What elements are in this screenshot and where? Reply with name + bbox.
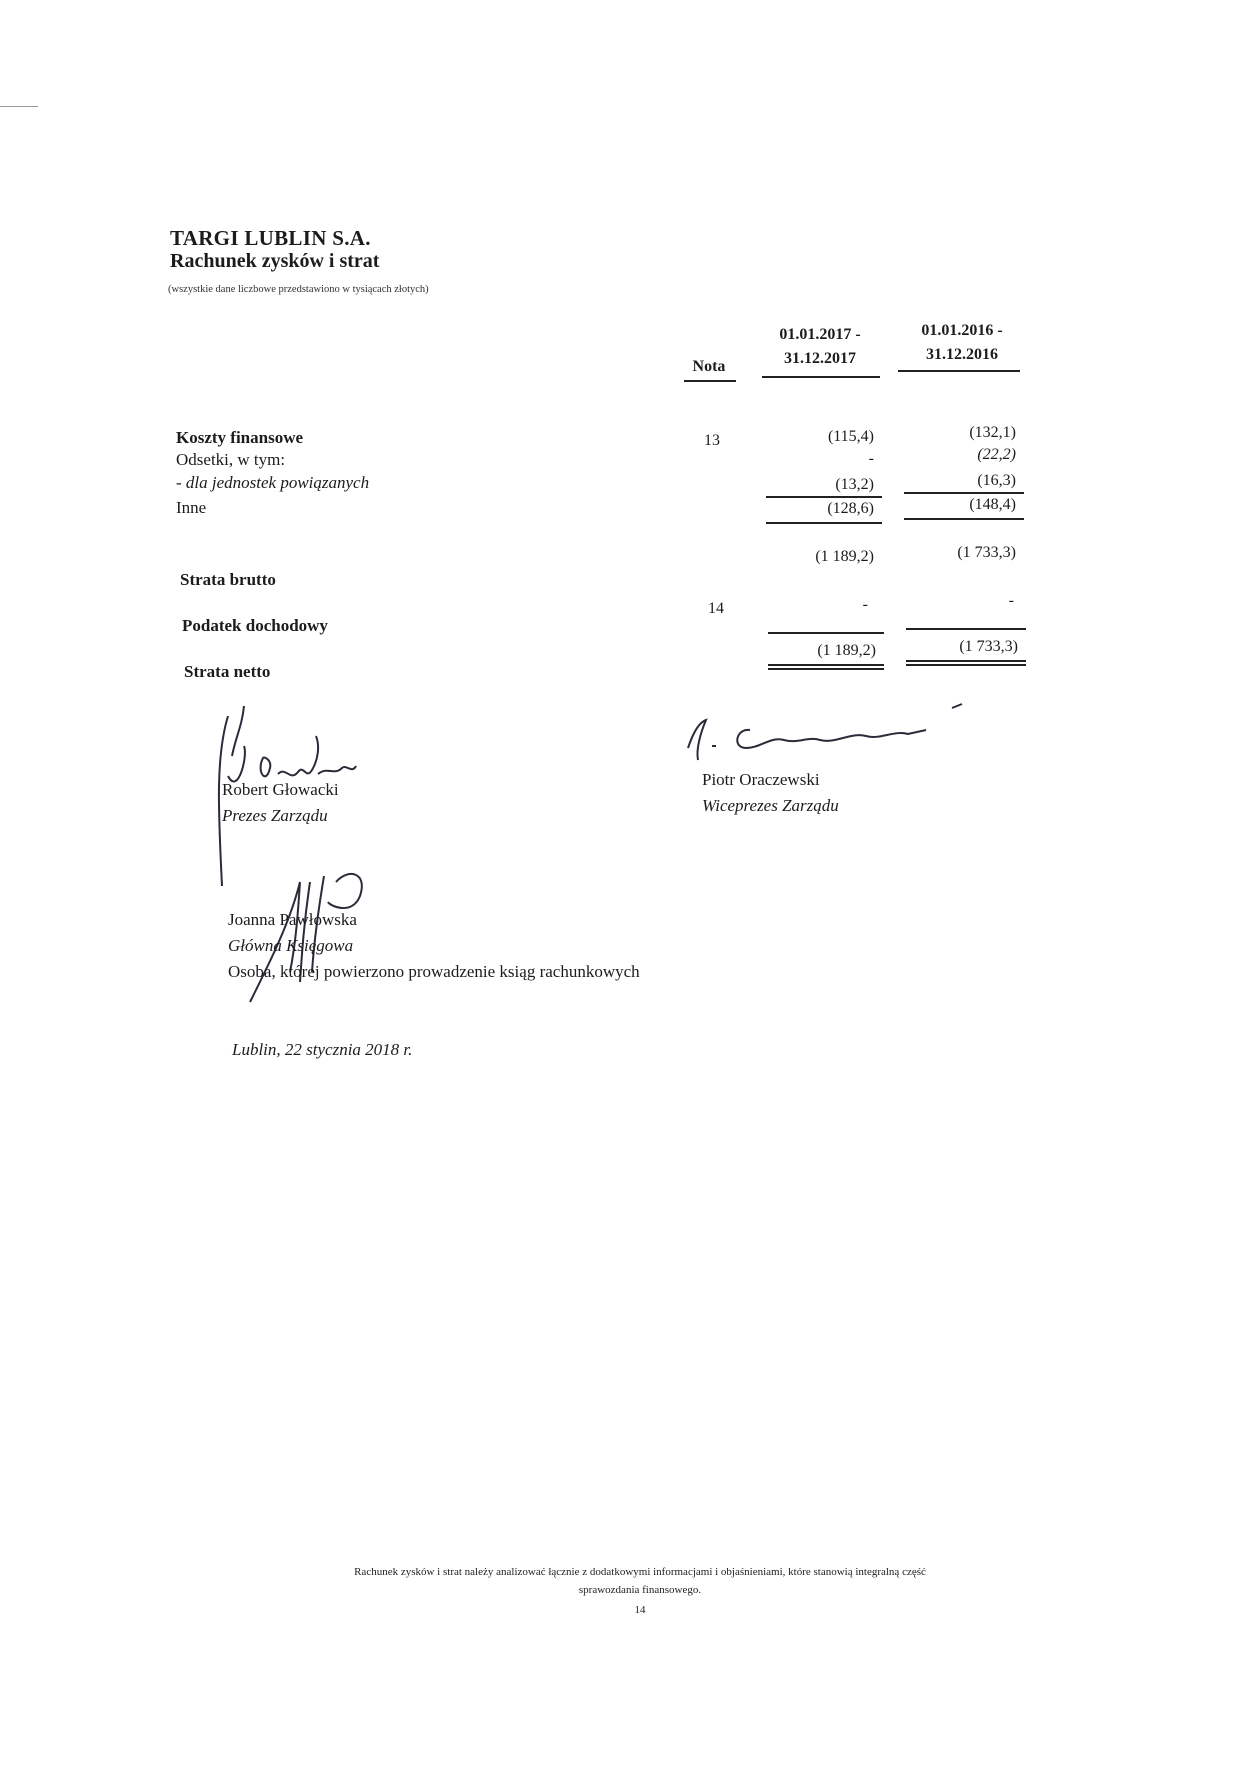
row-label-podatek-dochodowy: Podatek dochodowy — [182, 616, 328, 635]
row-value-2017-jednostki-powiazane: (13,2) — [835, 476, 874, 493]
nota-header-rule — [684, 380, 736, 382]
signatory-name-pawlowska: Joanna Pawłowska — [228, 910, 357, 929]
subtotal-rule-2017 — [766, 496, 882, 498]
subtotal-rule-2016 — [904, 492, 1024, 494]
footer-note-line1: Rachunek zysków i strat należy analizować łącznie z dodatkowymi informacjami i objaśnieniami, które stanowią integralną część — [354, 1566, 926, 1578]
total-rule-2017 — [766, 522, 882, 524]
row-label-odsetki: Odsetki, w tym: — [176, 450, 286, 469]
row-value-2016-strata-brutto: (1 733,3) — [957, 544, 1016, 561]
column-header-2016-end: 31.12.2016 — [926, 346, 998, 363]
row-note-podatek-dochodowy: 14 — [708, 600, 724, 617]
row-label-inne: Inne — [176, 498, 207, 517]
footer-note-line2: sprawozdania finansowego. — [578, 1584, 702, 1596]
row-value-2017-koszty-finansowe: (115,4) — [827, 428, 874, 445]
pre-net-rule-2016 — [906, 628, 1026, 630]
row-note-koszty-finansowe: 13 — [704, 432, 720, 449]
place-and-date: Lublin, 22 stycznia 2018 r. — [232, 1040, 413, 1059]
column-2017-header-rule — [762, 376, 880, 378]
signatory-role-glowacki: Prezes Zarządu — [222, 806, 328, 825]
row-label-strata-brutto: Strata brutto — [180, 570, 276, 589]
column-header-nota: Nota — [692, 358, 726, 375]
statement-title: Rachunek zysków i strat — [170, 250, 380, 272]
column-header-2017-start: 01.01.2017 - — [779, 326, 861, 343]
row-value-2017-strata-netto: (1 189,2) — [817, 642, 876, 659]
column-header-2017-end: 31.12.2017 — [784, 350, 856, 367]
row-value-2016-koszty-finansowe: (132,1) — [969, 424, 1016, 441]
net-double-rule-2016-a — [906, 660, 1026, 662]
page-number: 14 — [634, 1604, 646, 1616]
column-header-2016-start: 01.01.2016 - — [921, 322, 1003, 339]
row-value-2016-inne: (148,4) — [969, 496, 1016, 513]
company-name: TARGI LUBLIN S.A. — [170, 226, 371, 250]
row-label-jednostki-powiazane: - dla jednostek powiązanych — [176, 473, 370, 492]
net-double-rule-2016-b — [906, 664, 1026, 666]
signatory-name-oraczewski: Piotr Oraczewski — [702, 770, 820, 789]
row-label-koszty-finansowe: Koszty finansowe — [176, 428, 304, 447]
row-label-strata-netto: Strata netto — [184, 662, 271, 681]
row-value-2016-strata-netto: (1 733,3) — [959, 638, 1018, 655]
pre-net-rule-2017 — [768, 632, 884, 634]
column-2016-header-rule — [898, 370, 1020, 372]
row-value-2017-podatek: - — [862, 596, 868, 613]
scan-edge-mark — [0, 106, 38, 107]
signatory-extra-pawlowska: Osoba, której powierzono prowadzenie ksiąg rachunkowych — [228, 962, 640, 981]
row-value-2017-inne: (128,6) — [827, 500, 874, 517]
net-double-rule-2017-b — [768, 668, 884, 670]
row-value-2016-jednostki-powiazane: (16,3) — [977, 472, 1016, 489]
signature-piotr-oraczewski — [680, 700, 970, 770]
row-value-2017-strata-brutto: (1 189,2) — [815, 548, 874, 565]
total-rule-2016 — [904, 518, 1024, 520]
signatory-role-pawlowska: Główna Księgowa — [228, 936, 354, 955]
statement-subtitle: (wszystkie dane liczbowe przedstawiono w tysiącach złotych) — [168, 284, 429, 295]
net-double-rule-2017-a — [768, 664, 884, 666]
signatory-role-oraczewski: Wiceprezes Zarządu — [702, 796, 839, 815]
row-value-2016-podatek: - — [1008, 592, 1014, 609]
signatory-name-glowacki: Robert Głowacki — [222, 780, 339, 799]
row-value-2017-odsetki: - — [868, 450, 874, 467]
row-value-2016-odsetki: (22,2) — [977, 446, 1016, 463]
